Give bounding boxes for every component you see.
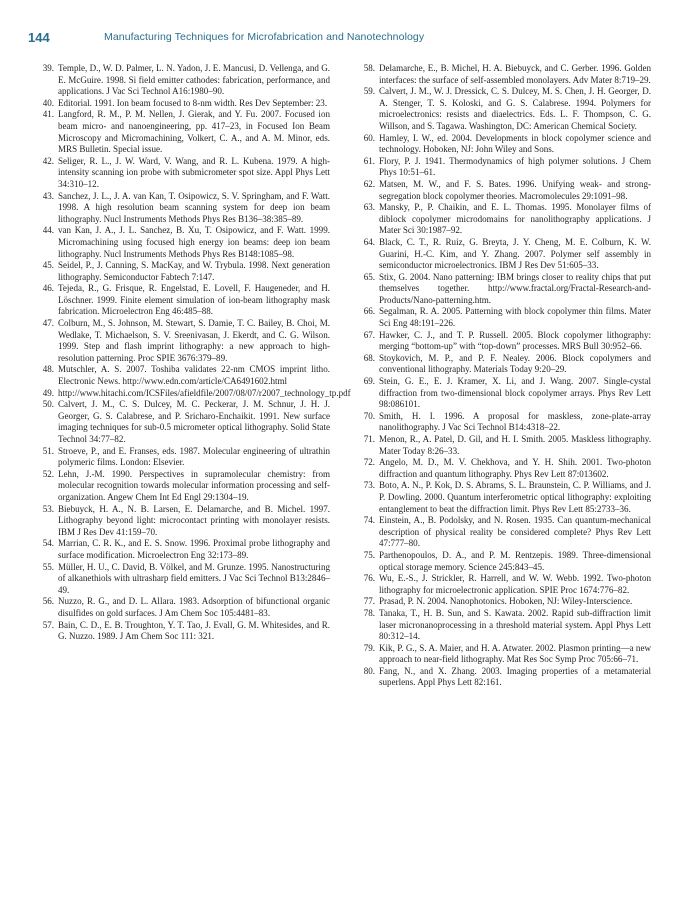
reference-number: 54. bbox=[42, 538, 54, 549]
reference-text: Hamley, I. W., ed. 2004. Developments in block copolymer science and technology. Hoboken, NJ: John Wiley and Sons. bbox=[379, 132, 651, 155]
reference-number: 42. bbox=[42, 155, 54, 166]
reference-entry bbox=[355, 666, 651, 689]
reference-entry bbox=[34, 225, 330, 260]
reference-entry bbox=[355, 202, 651, 237]
reference-text: Tanaka, T., H. B. Sun, and S. Kawata. 2002. Rapid sub-diffraction limit laser micronanoprocessing in a threshold material system. Appl Phys Lett 80:312–14. bbox=[379, 607, 651, 642]
reference-text: Boto, A. N., P. Kok, D. S. Abrams, S. L. Braunstein, C. P. Williams, and J. P. Dowling. 2000. Quantum interferometric optical lithography: exploiting entanglement to beat the diffraction limit. Phys Rev Lett 85:2733–36. bbox=[379, 480, 651, 514]
reference-text: Müller, H. U., C. David, B. Völkel, and M. Grunze. 1995. Nanostructuring of alkanethiols with ultrasharp field emitters. J Vac Sci Technol B13:2846–49. bbox=[58, 561, 330, 595]
reference-number: 45. bbox=[42, 260, 54, 271]
reference-number: 40. bbox=[42, 97, 54, 108]
reference-number: 78. bbox=[363, 607, 375, 618]
reference-number: 63. bbox=[363, 202, 375, 213]
reference-number: 52. bbox=[42, 468, 54, 479]
reference-entry bbox=[355, 237, 651, 272]
reference-entry bbox=[355, 133, 651, 156]
reference-number: 62. bbox=[363, 178, 375, 189]
running-title: Manufacturing Techniques for Microfabrication and Nanotechnology bbox=[104, 31, 425, 43]
reference-number: 50. bbox=[42, 399, 54, 410]
reference-text: Einstein, A., B. Podolsky, and N. Rosen. 1935. Can quantum-mechanical description of physical reality be considered complete? Phys Rev Lett 47:777–80. bbox=[379, 515, 651, 549]
reference-number: 61. bbox=[363, 155, 375, 166]
reference-number: 64. bbox=[363, 236, 375, 247]
reference-entry bbox=[34, 446, 330, 469]
reference-entry bbox=[355, 86, 651, 132]
reference-entry bbox=[34, 562, 330, 597]
references-right-column bbox=[355, 63, 651, 689]
reference-text: Segalman, R. A. 2005. Patterning with block copolymer thin films. Mater Sci Eng 48:191–226. bbox=[379, 306, 651, 329]
reference-text: Wu, E.-S., J. Strickler, R. Harrell, and W. W. Webb. 1992. Two-photon lithography for microelectronic application. SPIE Proc 1674:776–82. bbox=[379, 573, 651, 595]
reference-text: Stoykovich, M. P., and P. F. Nealey. 2006. Block copolymers and conventional lithography. Materials Today 9:20–29. bbox=[379, 352, 651, 375]
reference-entry bbox=[34, 191, 330, 226]
reference-text: Editorial. 1991. Ion beam focused to 8-nm width. Res Dev September: 23. bbox=[58, 97, 328, 108]
reference-text: http://www.hitachi.com/ICSFiles/afieldfile/2007/08/07/r2007_technology_tp.pdf bbox=[58, 387, 351, 398]
reference-text: Smith, H. I. 1996. A proposal for maskless, zone-plate-array nanolithography. J Vac Sci Technol B14:4318–22. bbox=[379, 410, 651, 433]
reference-text: Parthenopoulos, D. A., and P. M. Rentzepis. 1989. Three-dimensional optical storage memory. Science 245:843–45. bbox=[379, 549, 651, 572]
references-left-column bbox=[34, 63, 351, 643]
reference-entry bbox=[34, 98, 330, 110]
reference-text: Angelo, M. D., M. V. Chekhova, and Y. H. Shih. 2001. Two-photon diffraction and quantum lithography. Phys Rev Lett 87:013602. bbox=[379, 457, 651, 479]
reference-number: 71. bbox=[363, 434, 375, 444]
reference-text: Stroeve, P., and E. Franses, eds. 1987. Molecular engineering of ultrathin polymeric films. London: Elsevier. bbox=[58, 445, 330, 468]
reference-number: 66. bbox=[363, 306, 375, 317]
reference-entry bbox=[355, 306, 651, 329]
reference-number: 39. bbox=[42, 63, 54, 73]
reference-text: Seliger, R. L., J. W. Ward, V. Wang, and R. L. Kubena. 1979. A high-intensity scanning ion probe with submicrometer spot size. Appl Phys Lett 34:310–12. bbox=[58, 155, 330, 189]
reference-number: 58. bbox=[363, 63, 375, 73]
reference-entry bbox=[355, 457, 651, 480]
reference-entry bbox=[355, 330, 651, 353]
reference-entry bbox=[355, 353, 651, 376]
reference-entry bbox=[34, 399, 330, 445]
reference-entry bbox=[34, 109, 330, 155]
reference-entry bbox=[34, 596, 330, 619]
reference-entry bbox=[34, 469, 330, 504]
reference-text: Black, C. T., R. Ruiz, G. Breyta, J. Y. Cheng, M. E. Colburn, K. W. Guarini, H.-C. Kim, and Y. Zhang. 2007. Polymer self assembly in semiconductor microelectronics. IBM J Res Dev 51:605–33. bbox=[379, 236, 651, 271]
reference-number: 67. bbox=[363, 329, 375, 340]
reference-text: Calvert, J. M., W. J. Dressick, C. S. Dulcey, M. S. Chen, J. H. Georger, D. A. Stenger, T. S. Koloski, and G. S. Calabrese. 1994. Polymers for microelectronics: resists and diaelectrics. Eds. L. F. Thompson, C. G. Willson, and S. Tagawa. Washington, DC: American Chemical Society. bbox=[379, 86, 651, 131]
reference-number: 65. bbox=[363, 271, 375, 282]
reference-text: Bain, C. D., E. B. Troughton, Y. T. Tao, J. Evall, G. M. Whitesides, and R. G. Nuzzo. 1989. J Am Chem Soc 111: 321. bbox=[58, 619, 330, 642]
reference-entry bbox=[355, 515, 651, 550]
reference-number: 72. bbox=[363, 457, 375, 468]
reference-text: Lehn, J.-M. 1990. Perspectives in supramolecular chemistry: from molecular recognition towards molecular information processing and self-organization. Angew Chem Int Ed Engl 29:1304–19. bbox=[58, 468, 330, 502]
reference-entry bbox=[355, 156, 651, 179]
reference-entry bbox=[355, 573, 651, 596]
reference-entry bbox=[355, 179, 651, 202]
reference-entry bbox=[355, 272, 651, 307]
reference-entry bbox=[34, 260, 330, 283]
reference-number: 46. bbox=[42, 283, 54, 294]
reference-text: Flory, P. J. 1941. Thermodynamics of high polymer solutions. J Chem Phys 10:51–61. bbox=[379, 155, 651, 178]
reference-number: 74. bbox=[363, 515, 375, 526]
reference-number: 76. bbox=[363, 573, 375, 584]
reference-text: Biebuyck, H. A., N. B. Larsen, E. Delamarche, and B. Michel. 1997. Lithography beyond light: microcontact printing with monolayer resists. IBM J Res Dev 41:159–70. bbox=[58, 503, 330, 537]
reference-entry bbox=[34, 538, 330, 561]
reference-text: Hawker, C. J., and T. P. Russell. 2005. Block copolymer lithography: merging “bottom-up” with “top-down” processes. MRS Bull 30:952–66. bbox=[379, 329, 651, 352]
reference-text: Prasad, P. N. 2004. Nanophotonics. Hoboken, NJ: Wiley-Interscience. bbox=[379, 596, 633, 607]
reference-number: 41. bbox=[42, 109, 54, 120]
reference-number: 53. bbox=[42, 503, 54, 514]
reference-number: 49. bbox=[42, 387, 54, 398]
reference-entry bbox=[355, 63, 651, 86]
reference-text: Matsen, M. W., and F. S. Bates. 1996. Unifying weak- and strong-segregation block copolymer theories. Macromolecules 29:1091–98. bbox=[379, 178, 651, 201]
reference-number: 68. bbox=[363, 352, 375, 363]
reference-entry bbox=[34, 387, 351, 400]
reference-number: 43. bbox=[42, 190, 54, 201]
reference-number: 48. bbox=[42, 364, 54, 375]
reference-entry bbox=[34, 504, 330, 539]
reference-number: 59. bbox=[363, 86, 375, 97]
reference-number: 79. bbox=[363, 642, 375, 653]
reference-text: Calvert, J. M., C. S. Dulcey, M. C. Peckerar, J. M. Schnur, J. H. J. Georger, G. S. Calabrese, and P. Sricharo-Enchaikit. 1991. New surface imaging techniques for sub-0.5 micrometer optical lithography. Solid State Technol 34:77–82. bbox=[58, 399, 330, 444]
reference-number: 60. bbox=[363, 132, 375, 143]
reference-text: Nuzzo, R. G., and D. L. Allara. 1983. Adsorption of bifunctional organic disulfides on gold surfaces. J Am Chem Soc 105:4481–83. bbox=[58, 596, 330, 618]
reference-text: Stein, G. E., E. J. Kramer, X. Li, and J. Wang. 2007. Single-cystal diffraction from two-dimensional block copolymer arrays. Phys Rev Lett 98:086101. bbox=[379, 376, 651, 410]
reference-number: 56. bbox=[42, 596, 54, 607]
reference-text: Temple, D., W. D. Palmer, L. N. Yadon, J. E. Mancusi, D. Vellenga, and G. E. McGuire. 1998. Si field emitter cathodes: fabrication, performance, and applications. J Vac Sci Technol A16:1980–90. bbox=[58, 63, 330, 97]
reference-number: 77. bbox=[363, 596, 375, 607]
page-header bbox=[0, 0, 695, 54]
reference-entry bbox=[355, 411, 651, 434]
reference-text: Langford, R. M., P. M. Nellen, J. Gierak, and Y. Fu. 2007. Focused ion beam micro- and nanoengineering, pp. 417–23, in Focused Ion Beam Microscopy and Micromachining, Volkert, C. A., and A. M. Minor, eds. MRS Bulletin. Special issue. bbox=[58, 109, 330, 155]
reference-number: 73. bbox=[363, 480, 375, 491]
reference-text: Menon, R., A. Patel, D. Gil, and H. I. Smith. 2005. Maskless lithography. Mater Today 8:26–33. bbox=[379, 434, 651, 456]
reference-text: Tejeda, R., G. Frisque, R. Engelstad, E. Lovell, F. Haugeneder, and H. Löschner. 1999. Finite element simulation of ion-beam lithography mask fabrication. Microelectron Eng 46:485–88. bbox=[58, 283, 330, 317]
reference-text: Seidel, P., J. Canning, S. MacKay, and W. Trybula. 1998. Next generation lithography. Semiconductor Fabtech 7:147. bbox=[58, 260, 330, 282]
reference-entry bbox=[34, 63, 330, 98]
reference-number: 55. bbox=[42, 561, 54, 572]
reference-number: 75. bbox=[363, 549, 375, 560]
reference-text: Marrian, C. R. K., and E. S. Snow. 1996. Proximal probe lithography and surface modification. Microelectron Eng 32:173–89. bbox=[58, 538, 330, 560]
reference-text: Mansky, P., P. Chaikin, and E. L. Thomas. 1995. Monolayer films of diblock copolymer microdomains for nanolithography applications. J Mater Sci 30:1987–92. bbox=[379, 202, 651, 236]
reference-text: Kik, P. G., S. A. Maier, and H. A. Atwater. 2002. Plasmon printing—a new approach to near-field lithography. Mat Res Soc Symp Proc 705:66–71. bbox=[379, 642, 651, 665]
reference-entry bbox=[355, 480, 651, 515]
reference-text: van Kan, J. A., J. L. Sanchez, B. Xu, T. Osipowicz, and F. Watt. 1999. Micromachining using focused high energy ion beams: deep ion beam lithography. Nucl Instruments Methods Phys Res B148:1085–98. bbox=[58, 225, 330, 259]
reference-entry bbox=[34, 156, 330, 191]
reference-entry bbox=[355, 608, 651, 643]
reference-text: Colburn, M., S. Johnson, M. Stewart, S. Damie, T. C. Bailey, B. Choi, M. Wedlake, T. Michaelson, S. V. Sreenivasan, J. Ekerdt, and C. G. Wilson. 1999. Step and flash imprint lithography: a new approach to high-resolution patterning. Proc SPIE 3676:379–89. bbox=[58, 318, 330, 363]
reference-text: Delamarche, E., B. Michel, H. A. Biebuyck, and C. Gerber. 1996. Golden interfaces: the surface of self-assembled monolayers. Adv Mater 8:719–29. bbox=[379, 63, 651, 85]
reference-entry bbox=[355, 550, 651, 573]
reference-entry bbox=[355, 434, 651, 457]
reference-text: Stix, G. 2004. Nano patterning: IBM brings closer to reality chips that put themselves together. http://www.fractal.org/Fractal-Research-and-Products/Nano-patterning.htm. bbox=[379, 271, 651, 305]
reference-entry bbox=[355, 596, 651, 608]
reference-entry bbox=[34, 318, 330, 364]
reference-text: Fang, N., and X. Zhang. 2003. Imaging properties of a metamaterial superlens. Appl Phys Lett 82:161. bbox=[379, 665, 651, 688]
reference-text: Mutschler, A. S. 2007. Toshiba validates 22-nm CMOS imprint litho. Electronic News. http://www.edn.com/article/CA6491602.html bbox=[58, 364, 330, 387]
reference-number: 80. bbox=[363, 665, 375, 676]
page-number: 144 bbox=[28, 30, 50, 45]
reference-number: 57. bbox=[42, 619, 54, 630]
reference-entry bbox=[355, 376, 651, 411]
reference-entry bbox=[355, 643, 651, 666]
reference-number: 51. bbox=[42, 445, 54, 456]
reference-number: 44. bbox=[42, 225, 54, 236]
reference-number: 69. bbox=[363, 376, 375, 387]
reference-entry bbox=[34, 620, 330, 643]
reference-text: Sanchez, J. L., J. A. van Kan, T. Osipowicz, S. V. Springham, and F. Watt. 1998. A high resolution beam scanning system for deep ion beam lithography. Nucl Instruments Methods Phys Res B136–38:385–89. bbox=[58, 190, 330, 224]
reference-entry bbox=[34, 283, 330, 318]
reference-entry bbox=[34, 364, 330, 387]
reference-number: 70. bbox=[363, 410, 375, 421]
reference-number: 47. bbox=[42, 318, 54, 329]
